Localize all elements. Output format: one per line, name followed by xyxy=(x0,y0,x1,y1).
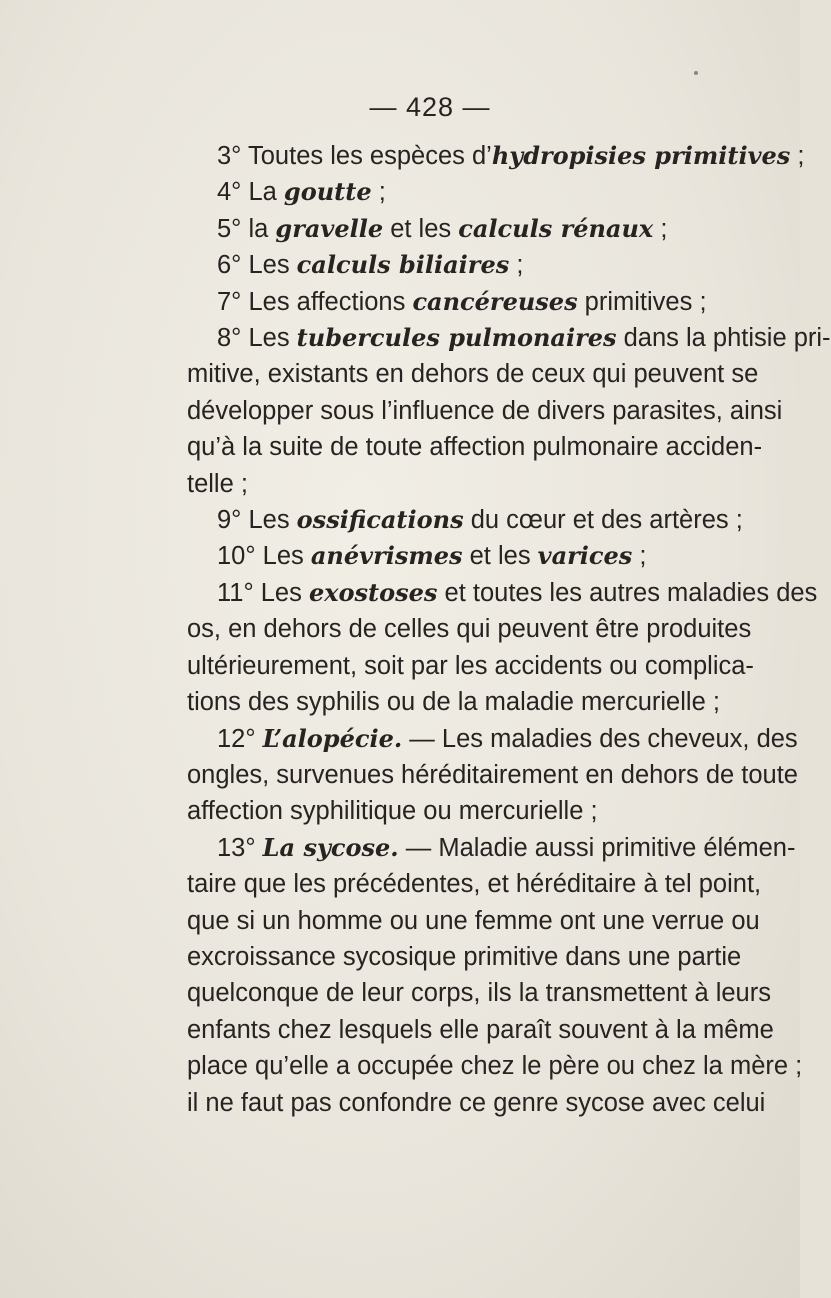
text-segment: et les xyxy=(383,214,459,243)
text-line xyxy=(187,320,831,356)
text-line xyxy=(187,757,798,793)
italic-term: hydropisies primitives xyxy=(491,141,791,170)
text-line xyxy=(187,538,739,574)
text-line xyxy=(187,1012,774,1048)
italic-term: L’alopécie. xyxy=(262,723,403,753)
text-line xyxy=(187,575,818,611)
text-segment: et toutes les autres maladies des xyxy=(437,578,818,607)
page-number: — 428 — xyxy=(369,92,491,122)
text-line xyxy=(187,903,760,939)
text-line xyxy=(187,975,771,1011)
text-line xyxy=(187,611,752,647)
text-line xyxy=(187,429,763,465)
text-segment: 9° Les xyxy=(217,506,297,535)
text-line xyxy=(187,830,796,866)
text-line xyxy=(187,648,754,684)
italic-term: calculs biliaires xyxy=(296,250,510,280)
text-segment: — Les maladies des cheveux, des xyxy=(402,724,798,753)
text-segment: 13° xyxy=(217,833,263,862)
text-segment: place qu’elle a occupée chez le père ou chez la mère ; xyxy=(187,1052,803,1081)
text-segment: et les xyxy=(462,542,538,571)
text-segment: 6° Les xyxy=(217,251,297,280)
text-segment: ultérieurement, soit par les accidents ou complica- xyxy=(187,651,754,680)
text-line xyxy=(187,211,739,247)
text-segment: affection syphilitique ou mercurielle ; xyxy=(187,797,598,826)
text-segment: ; xyxy=(790,142,805,170)
text-line xyxy=(187,866,762,902)
text-segment: du cœur et des artères ; xyxy=(463,506,743,535)
text-segment: 8° Les xyxy=(217,324,297,353)
text-line xyxy=(187,502,743,538)
italic-term: goutte xyxy=(283,177,372,207)
text-line xyxy=(187,247,739,283)
italic-term: La sycose. xyxy=(262,832,399,862)
italic-term: exostoses xyxy=(308,577,438,607)
italic-term: cancéreuses xyxy=(412,286,578,316)
text-segment: primitives ; xyxy=(577,287,707,316)
text-segment: 12° xyxy=(217,724,263,753)
text-segment: dans la phtisie pri- xyxy=(616,324,831,353)
text-segment: 4° La xyxy=(217,178,284,207)
text-line xyxy=(187,466,739,502)
italic-term: tubercules pulmonaires xyxy=(296,323,617,353)
text-segment: excroissance sycosique primitive dans une partie xyxy=(187,942,742,971)
text-line xyxy=(187,138,805,174)
italic-term: anévrismes xyxy=(310,541,463,571)
text-line xyxy=(187,1085,766,1121)
text-segment: quelconque de leur corps, ils la transmettent à leurs xyxy=(187,979,771,1008)
italic-term: gravelle xyxy=(275,213,384,243)
text-line xyxy=(187,174,739,210)
text-segment: ongles, survenues héréditairement en dehors de toute xyxy=(187,760,798,789)
paper-speck xyxy=(694,71,698,75)
body-text xyxy=(187,138,831,1121)
text-segment: que si un homme ou une femme ont une verrue ou xyxy=(187,906,760,935)
text-segment: — Maladie aussi primitive élémen- xyxy=(398,833,796,862)
text-segment: ; xyxy=(653,214,668,243)
text-segment: qu’à la suite de toute affection pulmonaire acciden- xyxy=(187,433,763,462)
text-segment: taire que les précédentes, et héréditaire à tel point, xyxy=(187,870,762,899)
text-segment: 3° Toutes les espèces d’ xyxy=(217,142,492,170)
text-segment: tions des syphilis ou de la maladie mercurielle ; xyxy=(187,688,720,717)
italic-term: calculs rénaux xyxy=(458,213,654,243)
italic-term: ossifications xyxy=(296,505,464,535)
text-line xyxy=(187,684,739,720)
text-segment: mitive, existants en dehors de ceux qui peuvent se xyxy=(187,360,759,389)
text-segment: ; xyxy=(632,542,647,571)
text-segment: il ne faut pas confondre ce genre sycose avec celui xyxy=(187,1088,766,1117)
text-segment: ; xyxy=(371,178,386,207)
text-line xyxy=(187,393,783,429)
text-line xyxy=(187,284,739,320)
text-segment: os, en dehors de celles qui peuvent être produites xyxy=(187,615,752,644)
text-segment: 7° Les affections xyxy=(217,287,413,316)
text-segment: 5° la xyxy=(217,214,276,243)
text-line xyxy=(187,939,742,975)
text-segment: 11° Les xyxy=(217,578,309,607)
text-line xyxy=(187,793,739,829)
text-line xyxy=(187,1048,803,1084)
text-segment: telle ; xyxy=(187,469,248,498)
text-segment: 10° Les xyxy=(217,542,311,571)
italic-term: varices xyxy=(537,541,633,571)
text-segment: développer sous l’influence de divers parasites, ainsi xyxy=(187,396,783,425)
text-segment: ; xyxy=(509,251,524,280)
text-segment: enfants chez lesquels elle paraît souvent à la même xyxy=(187,1015,774,1044)
text-line xyxy=(187,356,759,392)
text-line xyxy=(187,721,798,757)
